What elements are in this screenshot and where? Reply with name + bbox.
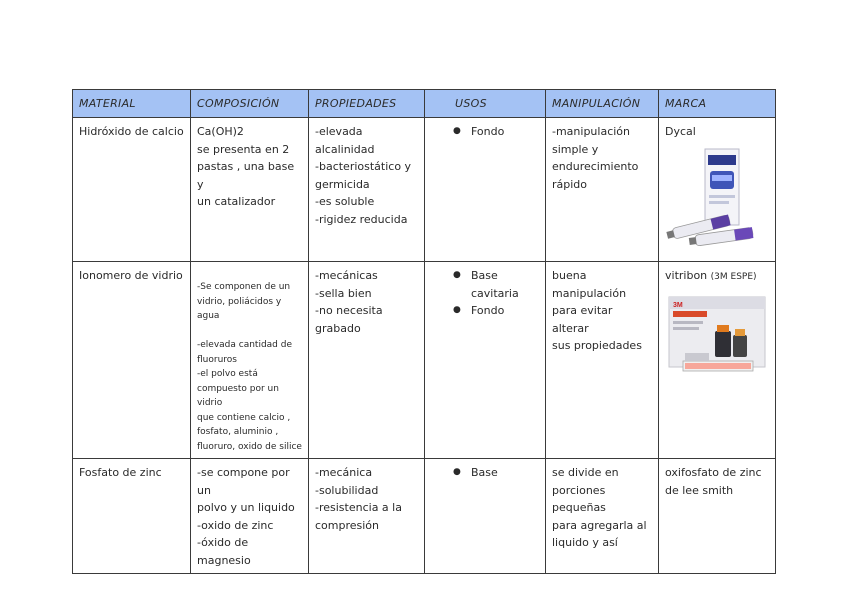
cell-manipulacion <box>546 459 659 574</box>
header-manipulacion: MANIPULACIÓN <box>546 90 659 118</box>
list-item: ● Base cavitaria <box>453 267 531 302</box>
text-line: -mecánica <box>315 466 373 479</box>
brand-name: vitribon <box>665 269 708 282</box>
text-line: Ca(OH)2 <box>197 125 244 138</box>
text-line: buena manipulación <box>552 269 627 300</box>
text-line: un catalizador <box>197 195 276 208</box>
text-line: para evitar alterar <box>552 304 613 335</box>
cell-manipulacion <box>546 262 659 459</box>
text-line: vidrio, poliácidos y agua <box>197 296 282 321</box>
text-line: para agregarla al <box>552 518 647 532</box>
text-line: -elevada cantidad de <box>197 340 293 350</box>
header-material: MATERIAL <box>73 90 191 118</box>
text-line: -es soluble <box>315 195 375 208</box>
cell-propiedades <box>309 118 425 262</box>
text-line: pastas , una base y <box>197 160 295 191</box>
cell-usos <box>425 459 546 574</box>
text-line: grabado <box>315 321 361 335</box>
header-row <box>73 90 776 118</box>
text-line: porciones pequeñas <box>552 483 606 514</box>
table-row <box>73 459 776 574</box>
text-line: endurecimiento <box>552 160 639 173</box>
table-row <box>73 118 776 262</box>
cell-usos <box>425 262 546 459</box>
text-line: compuesto por un vidrio <box>197 383 279 408</box>
cell-propiedades <box>309 262 425 459</box>
cell-material: Fosfato de zinc <box>73 459 191 574</box>
text-line: fluoruro, oxido de silice <box>197 441 302 452</box>
header-usos: USOS <box>425 90 546 118</box>
text-line: -sella bien <box>315 286 372 300</box>
text-line: germicida <box>315 177 370 191</box>
header-propiedades: PROPIEDADES <box>309 90 425 118</box>
cell-material: Hidróxido de calcio <box>73 118 191 262</box>
text-line: que contiene calcio , <box>197 412 291 423</box>
svg-text:3M: 3M <box>673 301 683 309</box>
text-line: -resistencia a la <box>315 501 402 514</box>
vitrebond-product-image <box>665 291 769 387</box>
text-line: polvo y un liquido <box>197 501 295 514</box>
text-line: rápido <box>552 177 588 191</box>
cell-usos <box>425 118 546 262</box>
text-line: -oxido de zinc <box>197 518 274 532</box>
text-line: sus propiedades <box>552 339 642 352</box>
text-line: -el polvo está <box>197 369 258 379</box>
brand-name: Dycal <box>665 125 696 138</box>
header-composicion: COMPOSICIÓN <box>191 90 309 118</box>
cell-manipulacion <box>546 118 659 262</box>
list-item: ● Base <box>453 464 539 482</box>
header-marca: MARCA <box>659 90 776 118</box>
text-line: compresión <box>315 518 380 532</box>
text-line: -Se componen de un <box>197 282 291 292</box>
dycal-product-image <box>665 145 769 249</box>
cell-propiedades <box>309 459 425 574</box>
cell-marca <box>659 262 776 459</box>
text-line: -se compone por un <box>197 466 290 497</box>
text-line: -no necesita <box>315 304 383 317</box>
text-line: -rigidez reducida <box>315 212 408 226</box>
text-line: fosfato, aluminio , <box>197 427 279 437</box>
text-line: -bacteriostático y <box>315 160 412 173</box>
text-line: -manipulación <box>552 125 631 138</box>
brand-sub: (3M ESPE) <box>710 272 757 282</box>
text-line: -óxido de magnesio <box>197 536 251 567</box>
cell-marca <box>659 118 776 262</box>
text-line: -elevada alcalinidad <box>315 125 375 156</box>
list-item: ● Fondo <box>453 302 539 320</box>
text-line: se presenta en 2 <box>197 142 290 156</box>
text-line: liquido y así <box>552 536 618 549</box>
text-line: se divide en <box>552 466 619 479</box>
cell-material: Ionomero de vidrio <box>73 262 191 459</box>
text-line: -solubilidad <box>315 483 379 497</box>
cell-marca: oxifosfato de zinc de lee smith <box>659 459 776 574</box>
text-line: simple y <box>552 142 599 156</box>
cell-composicion <box>191 118 309 262</box>
materials-table <box>72 89 776 574</box>
text-line <box>197 324 302 339</box>
text-line: fluoruros <box>197 354 237 365</box>
list-item: ● Fondo <box>453 123 539 141</box>
cell-composicion <box>191 262 309 459</box>
cell-composicion <box>191 459 309 574</box>
table-row <box>73 262 776 459</box>
text-line: -mecánicas <box>315 269 378 282</box>
